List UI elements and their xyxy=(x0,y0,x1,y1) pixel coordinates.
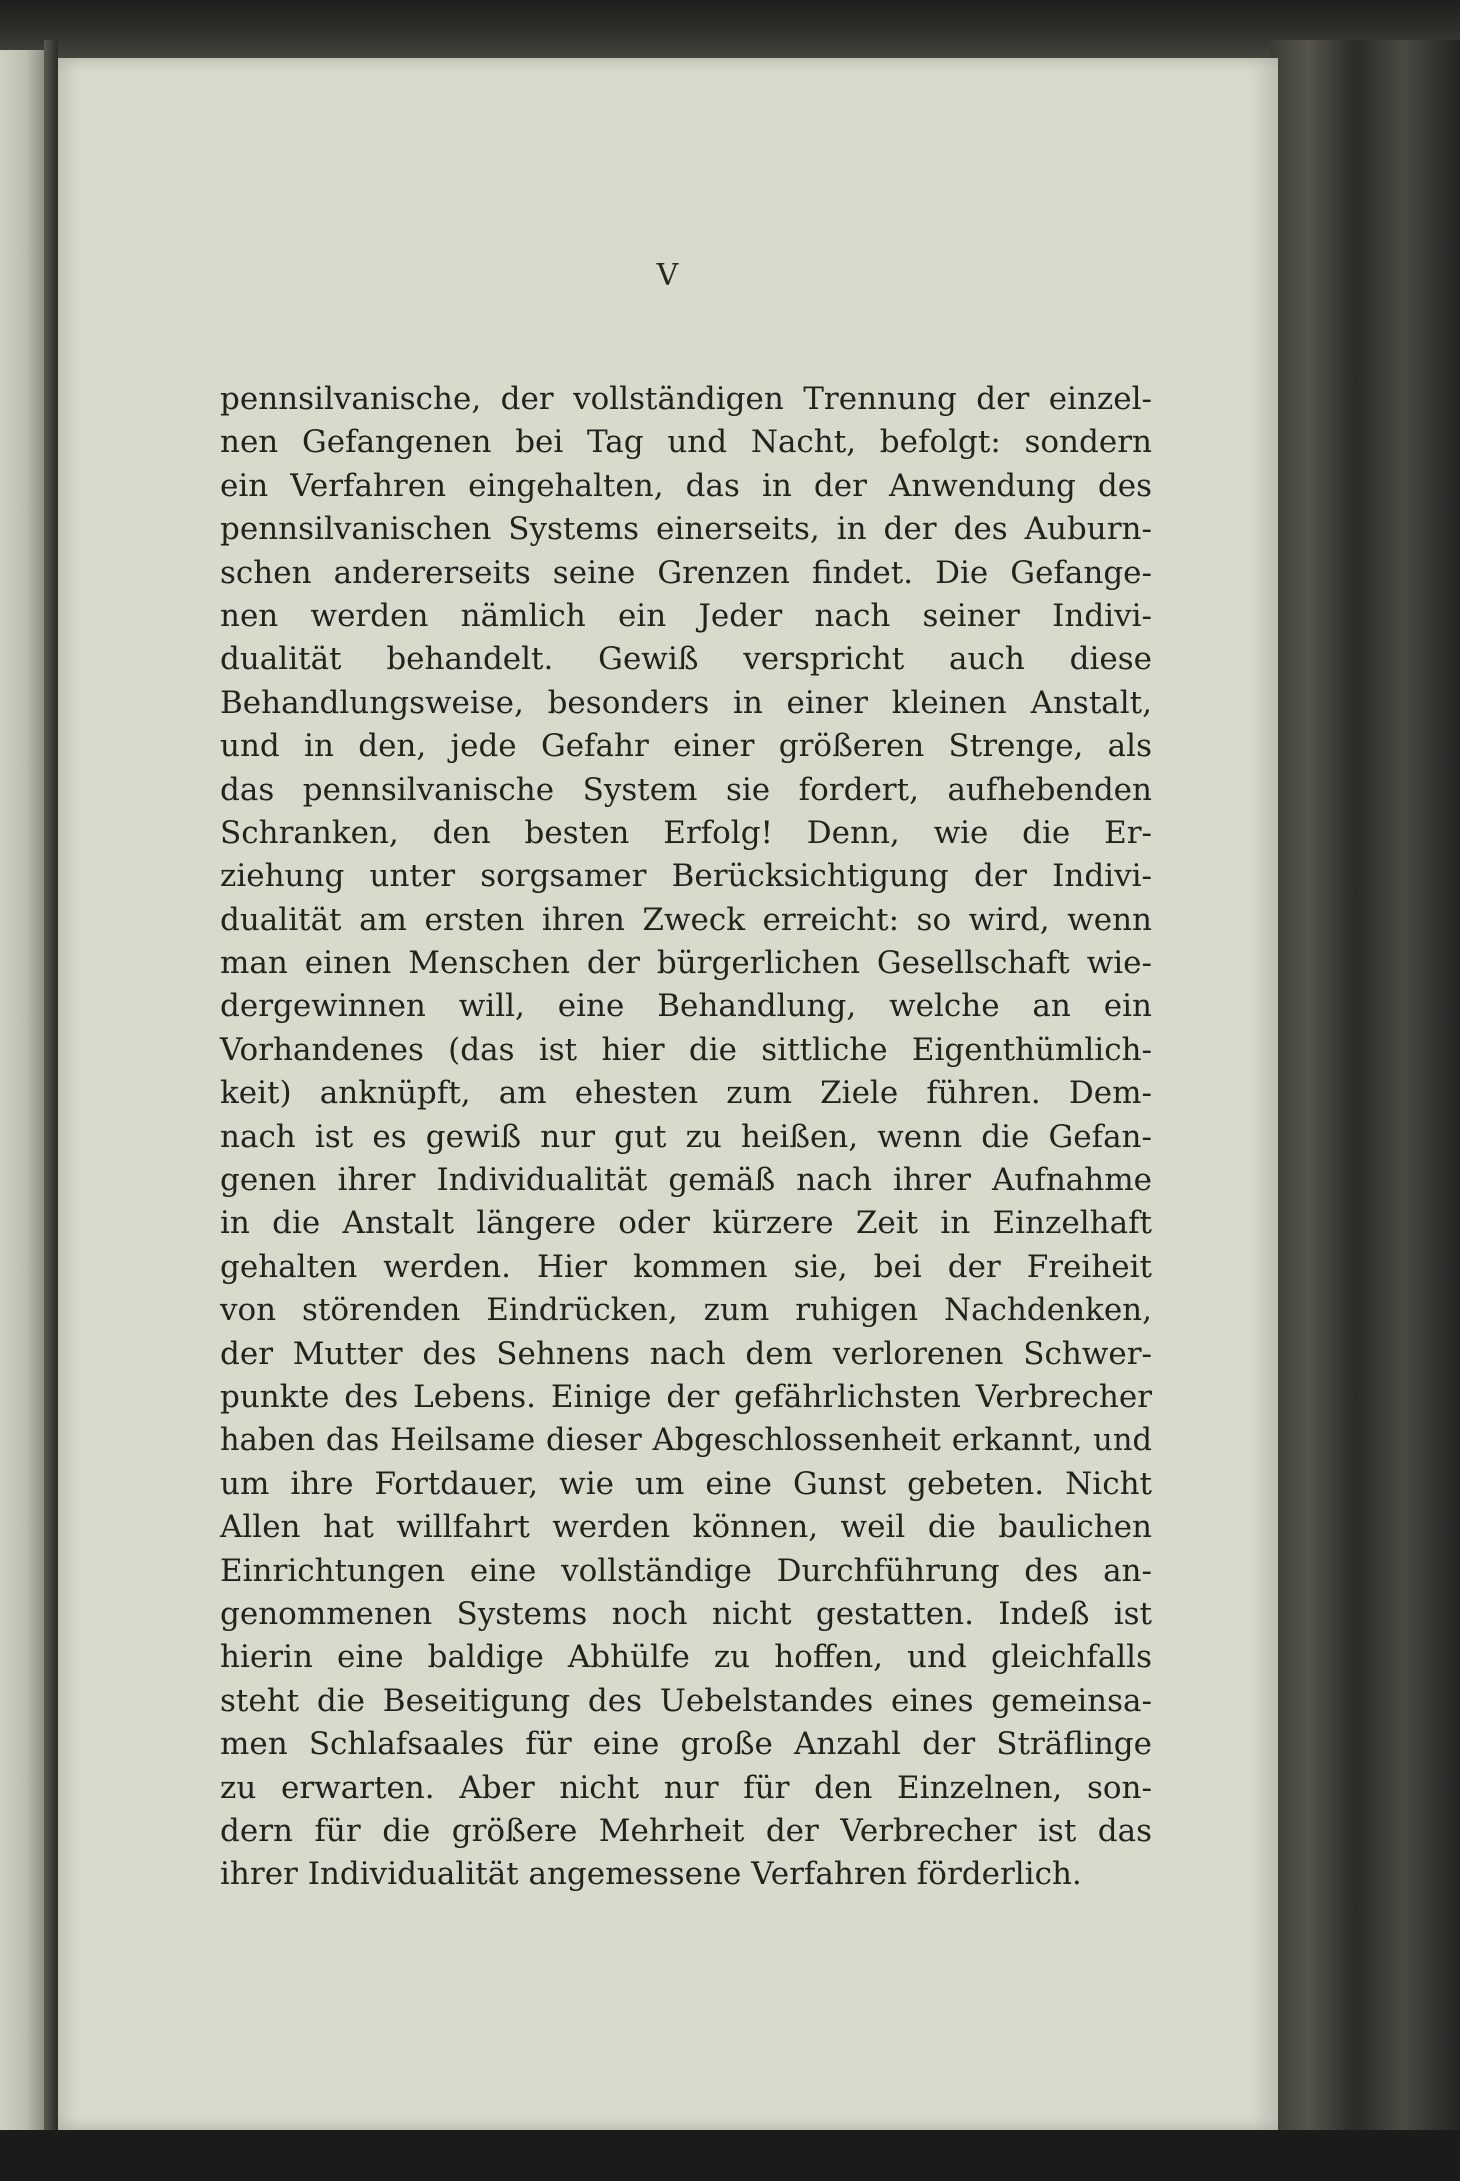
text-line: genommenen Systems noch nicht gestatten. Indeß ist xyxy=(220,1595,1152,1632)
book-top-edge xyxy=(0,0,1460,60)
text-line: haben das Heilsame dieser Abgeschlossenheit erkannt, und xyxy=(220,1423,1152,1459)
text-line: keit) anknüpft, am ehesten zum Ziele führen. Dem- xyxy=(220,1075,1152,1112)
text-line: dern für die größere Mehrheit der Verbrecher ist das xyxy=(220,1812,1152,1849)
text-line: Allen hat willfahrt werden können, weil die baulichen xyxy=(220,1509,1152,1546)
text-line: in die Anstalt längere oder kürzere Zeit in Einzelhaft xyxy=(220,1205,1152,1242)
text-line: man einen Menschen der bürgerlichen Gesellschaft wie- xyxy=(220,945,1152,982)
text-line: Einrichtungen eine vollständige Durchführung des an- xyxy=(220,1552,1152,1589)
text-line: hierin eine baldige Abhülfe zu hoffen, und gleichfalls xyxy=(220,1639,1152,1676)
body-text xyxy=(220,378,1152,1897)
text-line: von störenden Eindrücken, zum ruhigen Nachdenken, xyxy=(220,1292,1152,1329)
previous-page-edge xyxy=(0,50,44,2140)
book-cover-edge xyxy=(1270,40,1460,2130)
text-line: genen ihrer Individualität gemäß nach ihrer Aufnahme xyxy=(220,1162,1152,1199)
book-gutter xyxy=(44,40,58,2140)
text-line: der Mutter des Sehnens nach dem verlorenen Schwer- xyxy=(220,1335,1152,1372)
text-line: ein Verfahren eingehalten, das in der Anwendung des xyxy=(220,467,1152,504)
text-line: gehalten werden. Hier kommen sie, bei der Freiheit xyxy=(220,1248,1152,1285)
text-line: Vorhandenes (das ist hier die sittliche Eigenthümlich- xyxy=(220,1031,1152,1068)
text-line: Behandlungsweise, besonders in einer kleinen Anstalt, xyxy=(220,684,1152,721)
text-line: nach ist es gewiß nur gut zu heißen, wenn die Gefan- xyxy=(220,1118,1152,1155)
text-line: nen Gefangenen bei Tag und Nacht, befolgt: sondern xyxy=(220,424,1152,461)
text-line: dualität am ersten ihren Zweck erreicht: so wird, wenn xyxy=(220,901,1152,938)
text-line: und in den, jede Gefahr einer größeren Strenge, als xyxy=(220,728,1152,765)
page-number: V xyxy=(656,258,680,293)
text-line: Schranken, den besten Erfolg! Denn, wie die Er- xyxy=(220,814,1152,851)
text-line: men Schlafsaales für eine große Anzahl der Sträflinge xyxy=(220,1726,1152,1763)
text-line: das pennsilvanische System sie fordert, aufhebenden xyxy=(220,771,1152,808)
text-line: ihrer Individualität angemessene Verfahren förderlich. xyxy=(220,1856,1082,1893)
text-line: zu erwarten. Aber nicht nur für den Einzelnen, son- xyxy=(220,1769,1152,1806)
text-line: steht die Beseitigung des Uebelstandes eines gemeinsa- xyxy=(220,1682,1152,1719)
text-line: um ihre Fortdauer, wie um eine Gunst gebeten. Nicht xyxy=(220,1465,1152,1502)
text-line: schen andererseits seine Grenzen findet. Die Gefange- xyxy=(220,554,1152,591)
text-line: dergewinnen will, eine Behandlung, welche an ein xyxy=(220,988,1152,1025)
text-line: pennsilvanischen Systems einerseits, in der des Auburn- xyxy=(220,511,1152,548)
text-line: ziehung unter sorgsamer Berücksichtigung der Indivi- xyxy=(220,858,1152,895)
text-line: punkte des Lebens. Einige der gefährlichsten Verbrecher xyxy=(220,1378,1152,1415)
text-line: pennsilvanische, der vollständigen Trennung der einzel- xyxy=(220,381,1152,417)
book-bottom-edge xyxy=(0,2130,1460,2181)
text-line: dualität behandelt. Gewiß verspricht auch diese xyxy=(220,641,1152,678)
text-line: nen werden nämlich ein Jeder nach seiner Indivi- xyxy=(220,597,1152,634)
book-page xyxy=(58,58,1278,2130)
